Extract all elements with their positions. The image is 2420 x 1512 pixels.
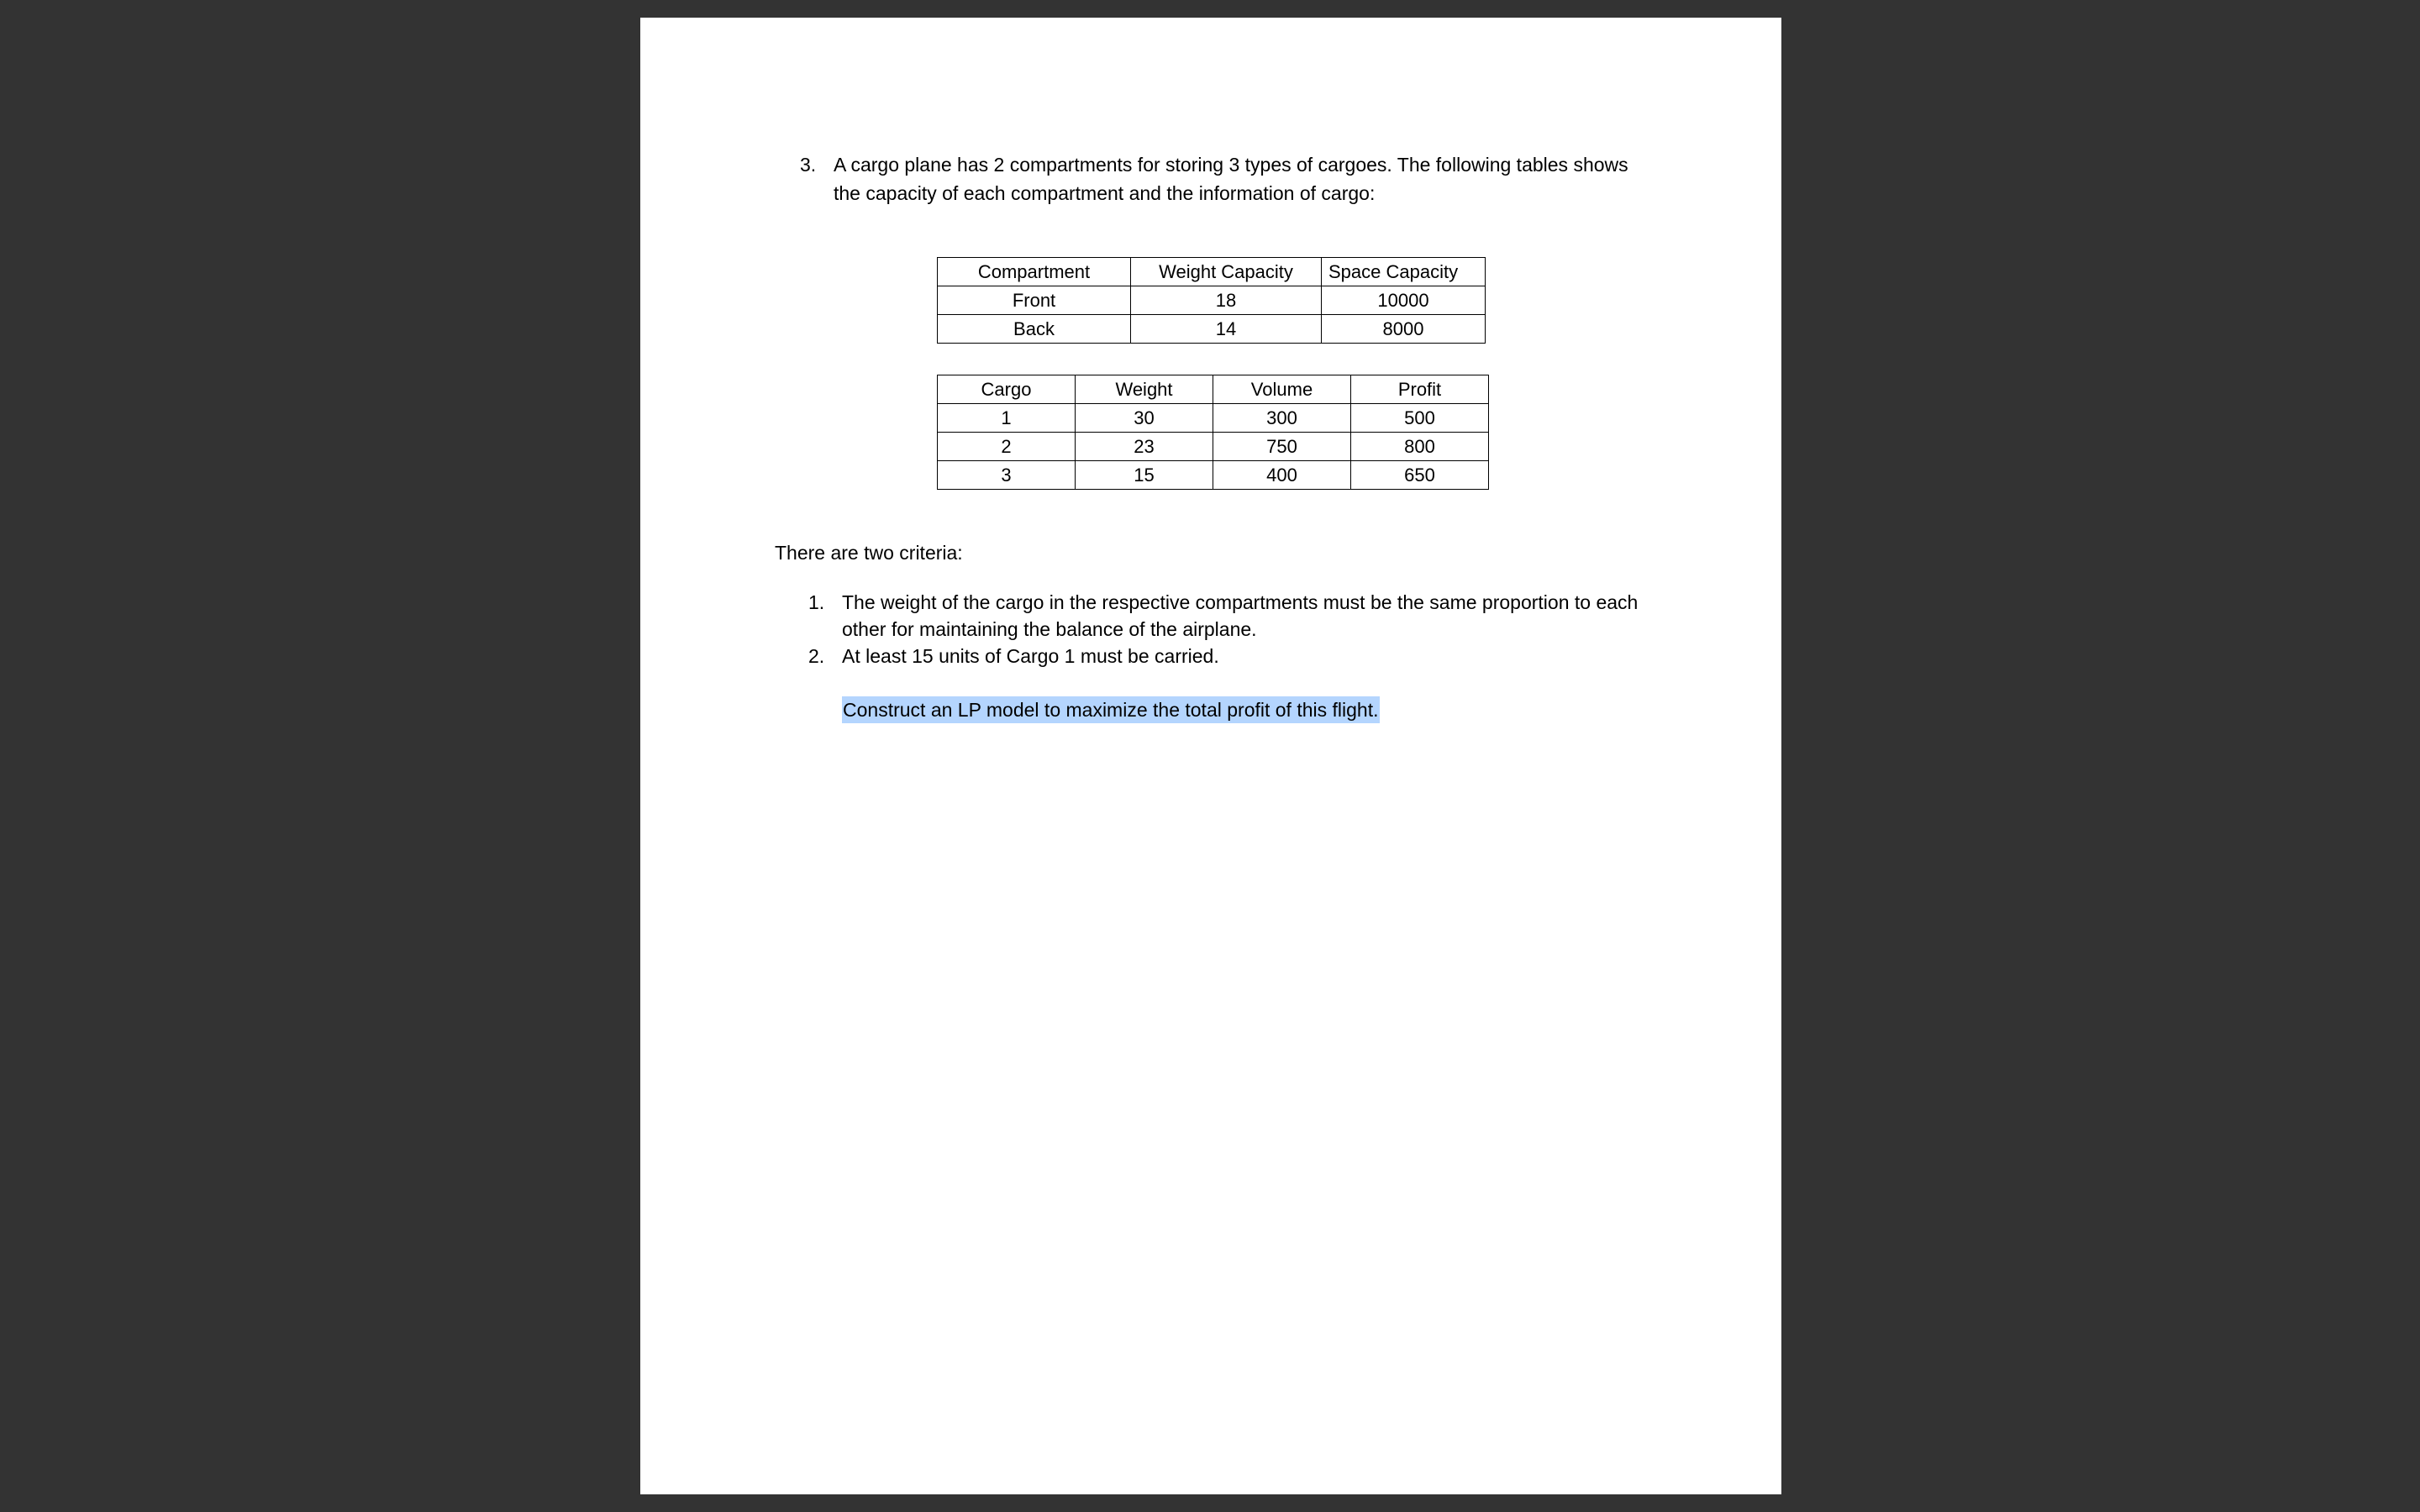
table-cell: 23	[1076, 433, 1213, 461]
list-item-number: 2.	[808, 645, 825, 667]
table-row	[938, 315, 1486, 344]
table-header-cell: Weight Capacity	[1131, 258, 1322, 286]
table-cell: 300	[1213, 404, 1351, 433]
document-page[interactable]	[640, 18, 1781, 1494]
list-item-text: The weight of the cargo in the respective compartments must be the same proportion to each other for maintaining the balance of the airplane.	[842, 591, 1639, 640]
table-cell: 800	[1351, 433, 1489, 461]
table-cell: 10000	[1322, 286, 1486, 315]
table-header-cell: Profit	[1351, 375, 1489, 404]
table-cell: 500	[1351, 404, 1489, 433]
table-header-row	[938, 375, 1489, 404]
table-cell: 1	[938, 404, 1076, 433]
selected-instruction-text[interactable]: Construct an LP model to maximize the total profit of this flight.	[842, 696, 1380, 723]
table-cell: 750	[1213, 433, 1351, 461]
question-number: 3.	[800, 154, 817, 176]
table-row	[938, 433, 1489, 461]
table-cell: 650	[1351, 461, 1489, 490]
table-cell: 30	[1076, 404, 1213, 433]
table-header-cell: Space Capacity	[1322, 258, 1486, 286]
table-cell: Back	[938, 315, 1131, 344]
question-text: A cargo plane has 2 compartments for storing 3 types of cargoes. The following tables shows the capacity of each compartment and the information of cargo:	[834, 154, 1628, 204]
table-cell: 18	[1131, 286, 1322, 315]
table-row	[938, 404, 1489, 433]
compartment-table	[937, 257, 1486, 344]
table-header-row	[938, 258, 1486, 286]
table-row	[938, 286, 1486, 315]
table-header-cell: Compartment	[938, 258, 1131, 286]
table-cell: 8000	[1322, 315, 1486, 344]
table-header-cell: Weight	[1076, 375, 1213, 404]
table-cell: 14	[1131, 315, 1322, 344]
table-cell: 15	[1076, 461, 1213, 490]
table-row	[938, 461, 1489, 490]
table-cell: Front	[938, 286, 1131, 315]
list-item-text: At least 15 units of Cargo 1 must be carried.	[842, 645, 1219, 667]
table-cell: 2	[938, 433, 1076, 461]
cargo-table	[937, 375, 1489, 490]
table-header-cell: Cargo	[938, 375, 1076, 404]
list-item-number: 1.	[808, 591, 825, 613]
table-cell: 400	[1213, 461, 1351, 490]
table-cell: 3	[938, 461, 1076, 490]
table-header-cell: Volume	[1213, 375, 1351, 404]
criteria-label: There are two criteria:	[775, 542, 963, 564]
